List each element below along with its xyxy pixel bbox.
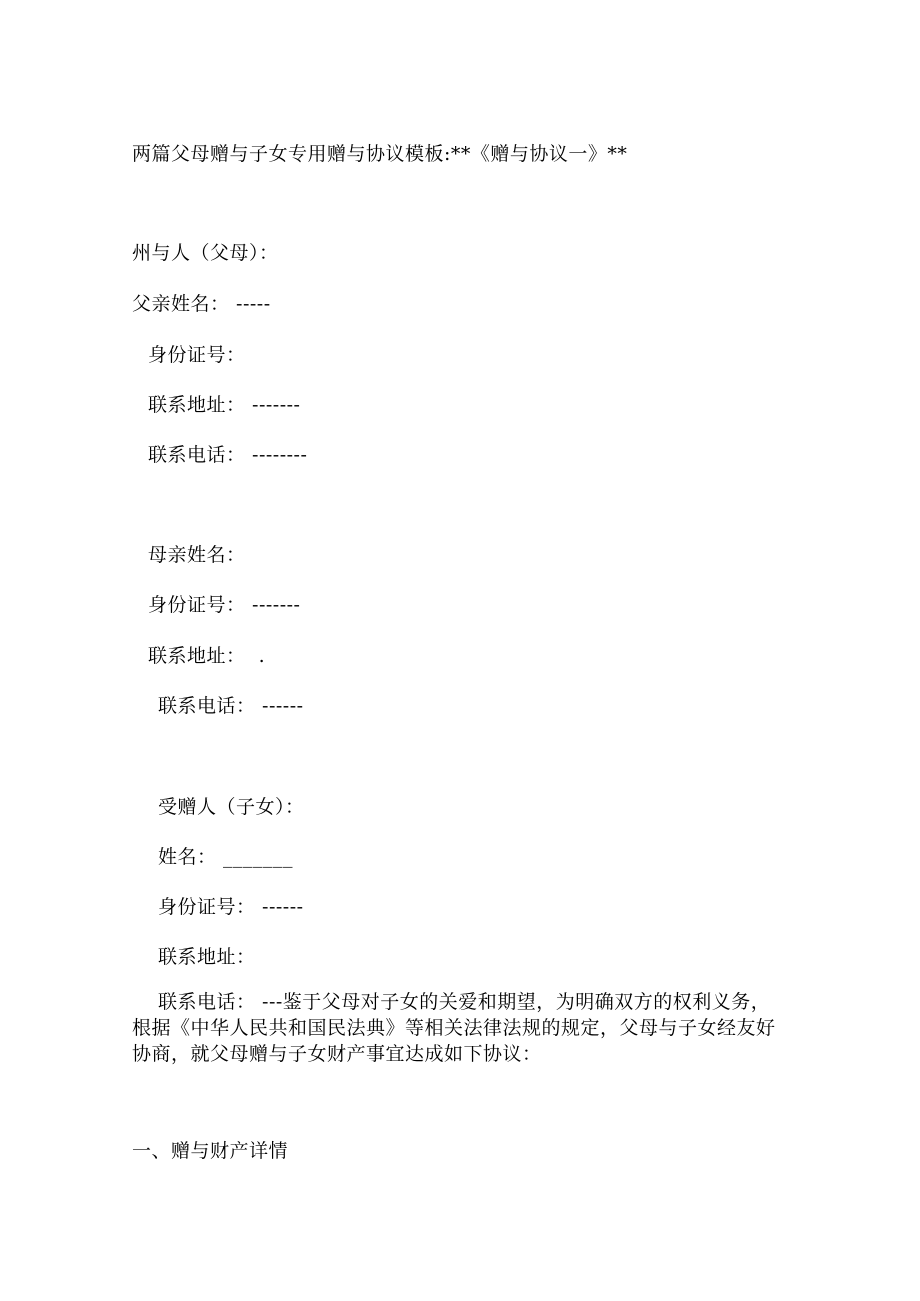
donee-id-field: 身份证号： ------ [158,896,304,918]
donee-heading: 受赠人（子女）： [158,796,305,818]
father-name-field: 父亲姓名： ----- [132,293,271,315]
section-heading-1: 一、赠与财产详情 [132,1140,289,1162]
donee-address-field: 联系地址： [158,946,256,968]
donor-heading: 州与人（父母）： [132,242,279,264]
mother-address-field: 联系地址： . [148,645,266,667]
mother-phone-field: 联系电话： ------ [158,695,304,717]
donee-name-field: 姓名： _______ [158,846,294,868]
father-id-field: 身份证号： [148,344,246,366]
father-phone-field: 联系电话： -------- [148,444,308,466]
mother-id-field: 身份证号： ------- [148,594,301,616]
mother-name-field: 母亲姓名： [148,544,246,566]
father-address-field: 联系地址： ------- [148,394,301,416]
document-title: 两篇父母赠与子女专用赠与协议模板:**《赠与协议一》** [132,143,628,165]
donee-phone-and-preamble: 联系电话： ---鉴于父母对子女的关爱和期望，为明确双方的权利义务，根据《中华人民共和国民法典》等相关法律法规的规定，父母与子女经友好协商，就父母赠与子女财产事宜达成如下协议： [132,991,776,1065]
